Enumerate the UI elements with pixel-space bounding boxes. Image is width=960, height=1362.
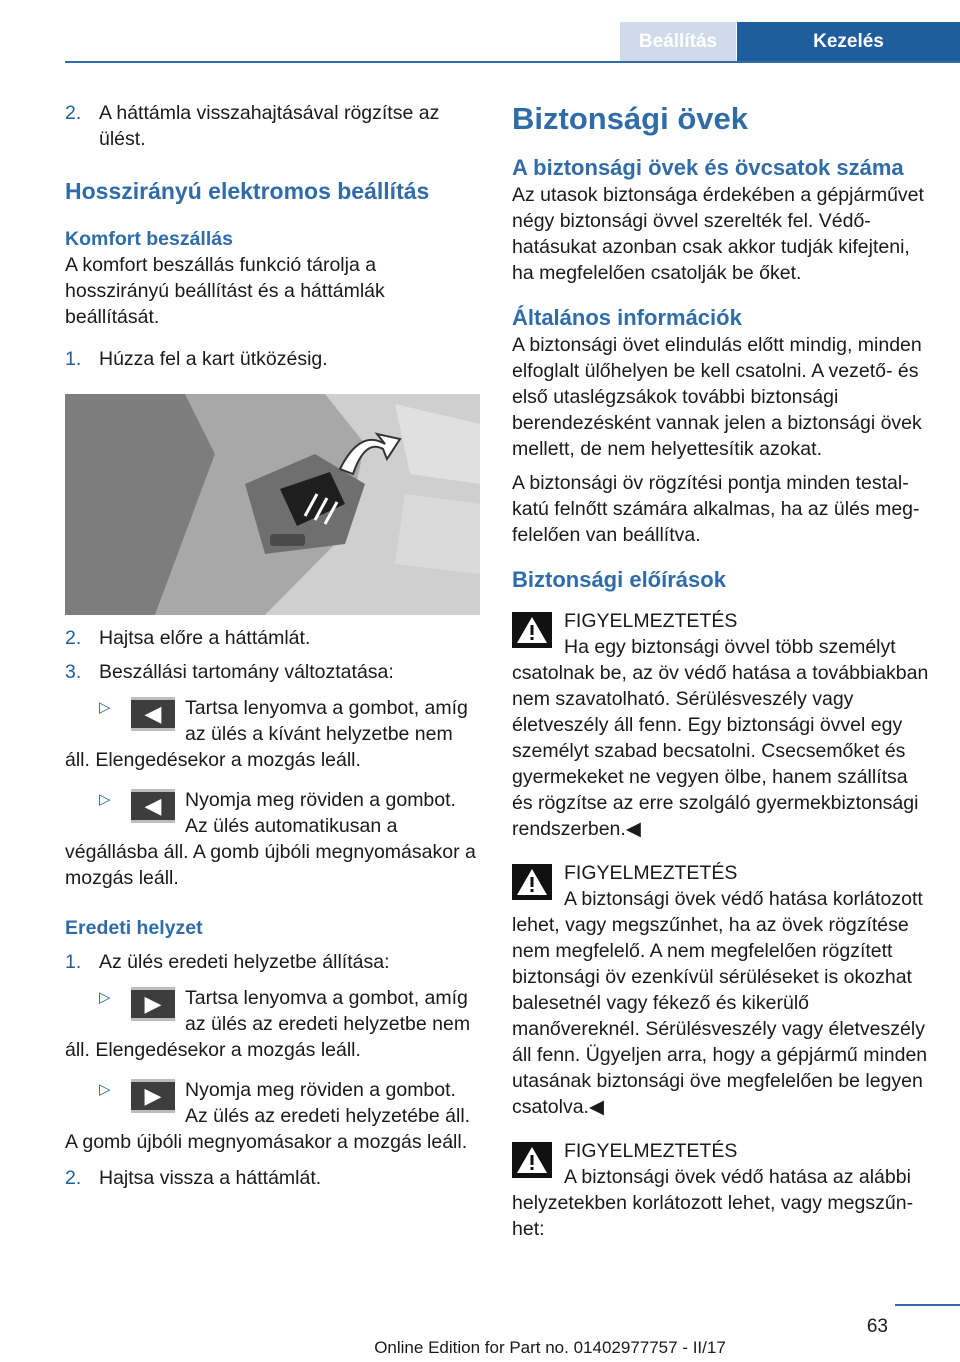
step-number: 2. xyxy=(65,102,82,124)
list-item xyxy=(65,100,480,152)
step-text: Az ülés eredeti helyzetbe állítása: xyxy=(99,951,390,973)
bullet-icon: ▷ xyxy=(99,989,111,1006)
tab-settings[interactable]: Beállítás xyxy=(620,22,736,62)
step-number: 3. xyxy=(65,661,82,683)
right-column xyxy=(512,100,930,1242)
subsection-heading-original: Eredeti helyzet xyxy=(65,917,203,939)
sub-step-text: Tartsa lenyomva a gombot, amíg az ülés a kívánt helyzetbe nem áll. Elengedésekor a mozgás leáll. xyxy=(65,697,468,771)
warning-block xyxy=(512,608,930,842)
left-column xyxy=(65,100,480,1191)
seat-button-icon xyxy=(131,987,175,1021)
sub-step-text: Nyomja meg röviden a gombot. Az ülés automatikusan a végállásba áll. A gomb újbóli megnyomásakor a mozgás leáll. xyxy=(65,789,476,889)
footer-rule xyxy=(895,1304,960,1306)
warning-title: FIGYELMEZTETÉS xyxy=(564,1140,738,1162)
warning-text: A biztonsági övek védő hatása az alábbi helyzetekben korlátozott lehet, vagy megszűnhet: xyxy=(512,1166,914,1240)
step-text: Hajtsa vissza a háttámlát. xyxy=(99,1167,322,1189)
list-item xyxy=(65,985,480,1063)
tab-operation[interactable]: Kezelés xyxy=(737,22,960,62)
seat-lever-illustration xyxy=(65,394,480,615)
warning-title: FIGYELMEZTETÉS xyxy=(564,862,738,884)
general-paragraph-1: A biztonsági övet elindulás előtt mindig, minden elfoglalt ülőhelyen be kell csatolni. A vezető- és első utaslégzsákok további biztonsági berendezésként vannak jelen a biztonsági övek mellett, de nem helyettesítik azokat. xyxy=(512,334,922,460)
step-number: 1. xyxy=(65,951,82,973)
list-item xyxy=(65,625,480,651)
bullet-icon: ▷ xyxy=(99,699,111,716)
list-item xyxy=(65,1077,480,1155)
step-number: 2. xyxy=(65,1167,82,1189)
section-heading-rules: Biztonsági előírások xyxy=(512,567,726,592)
step-text: A háttámla visszahajtásával rögzítse az ülést. xyxy=(99,102,440,150)
step-text: Hajtsa előre a háttámlát. xyxy=(99,627,311,649)
step-number: 1. xyxy=(65,348,82,370)
general-paragraph-2: A biztonsági öv rögzítési pontja minden testalkatú felnőtt számára alkalmas, ha az ülés megfelelően van beállítva. xyxy=(512,472,920,546)
step-number: 2. xyxy=(65,627,82,649)
count-paragraph: Az utasok biztonsága érdekében a gépjárművet négy biztonsági övvel szerelték fel. Védőhatásukat azonban csak akkor tudják kifejteni, ha megfelelően csatolják be őket. xyxy=(512,184,924,284)
section-heading-count: A biztonsági övek és övcsatok száma xyxy=(512,155,904,180)
arrow-right-icon: ▶ xyxy=(144,991,162,1016)
arrow-left-icon: ◀ xyxy=(144,701,162,726)
list-item xyxy=(65,346,480,372)
list-item xyxy=(65,949,480,975)
list-item xyxy=(65,695,480,773)
arrow-left-icon: ◀ xyxy=(144,793,162,818)
list-item xyxy=(65,1165,480,1191)
bullet-icon: ▷ xyxy=(99,1081,111,1098)
warning-text: A biztonsági övek védő hatása korlátozott lehet, vagy megszűnhet, ha az övek rögzítése nem megfelelő. A nem megfelelően rögzített biztonsági öv ezenkívül sérüléseket is okozhat balesetnél vagy fékező és kikerülő manővereknél. Sérülésveszély vagy életveszély áll fenn. Ügyeljen arra, hogy a gépjármű minden utasának biztonsági öve megfelelően be legyen csatolva.◀ xyxy=(512,888,928,1118)
header-rule xyxy=(65,61,960,63)
subsection-heading-comfort: Komfort beszállás xyxy=(65,228,233,250)
warning-icon xyxy=(512,1142,552,1178)
list-item xyxy=(65,787,480,891)
warning-block xyxy=(512,860,930,1120)
page-number: 63 xyxy=(866,1316,888,1337)
page-title: Biztonsági övek xyxy=(512,101,748,136)
warning-icon xyxy=(512,864,552,900)
seat-lever-photo xyxy=(65,394,480,615)
footer-edition: Online Edition for Part no. 01402977757 - II/17 xyxy=(374,1338,726,1357)
warning-title: FIGYELMEZTETÉS xyxy=(564,610,738,632)
bullet-icon: ▷ xyxy=(99,791,111,808)
step-text: Húzza fel a kart ütközésig. xyxy=(99,348,328,370)
seat-button-icon xyxy=(131,1079,175,1113)
sub-step-text: Nyomja meg röviden a gombot. Az ülés az eredeti helyzetébe áll. A gomb újbóli megnyomásakor a mozgás leáll. xyxy=(65,1079,471,1153)
sub-step-text: Tartsa lenyomva a gombot, amíg az ülés az eredeti helyzetbe nem áll. Elengedésekor a mozgás leáll. xyxy=(65,987,471,1061)
warning-block xyxy=(512,1138,930,1242)
seat-button-icon xyxy=(131,789,175,823)
comfort-paragraph: A komfort beszállás funkció tárolja a hosszirányú beállítást és a háttámlák beállítását. xyxy=(65,254,385,328)
list-item xyxy=(65,659,480,685)
seat-button-icon xyxy=(131,697,175,731)
warning-text: Ha egy biztonsági övvel több személyt csatolnak be, az öv védő hatása a továbbiakban nem szavatolható. Sérülésveszély vagy életveszély áll fenn. Egy biztonsági övvel egy személyt szabad becsatolni. Csecsemőket és gyermekeket ne vegyen ölbe, hanem szállítsa és rögzítse az erre szolgáló gyermekbiztonsági rendszerben.◀ xyxy=(512,636,929,840)
section-heading-longitudinal: Hosszirányú elektromos beállítás xyxy=(65,178,430,204)
section-heading-general: Általános információk xyxy=(512,305,742,330)
warning-icon xyxy=(512,612,552,648)
arrow-right-icon: ▶ xyxy=(144,1083,162,1108)
step-text: Beszállási tartomány változtatása: xyxy=(99,661,394,683)
